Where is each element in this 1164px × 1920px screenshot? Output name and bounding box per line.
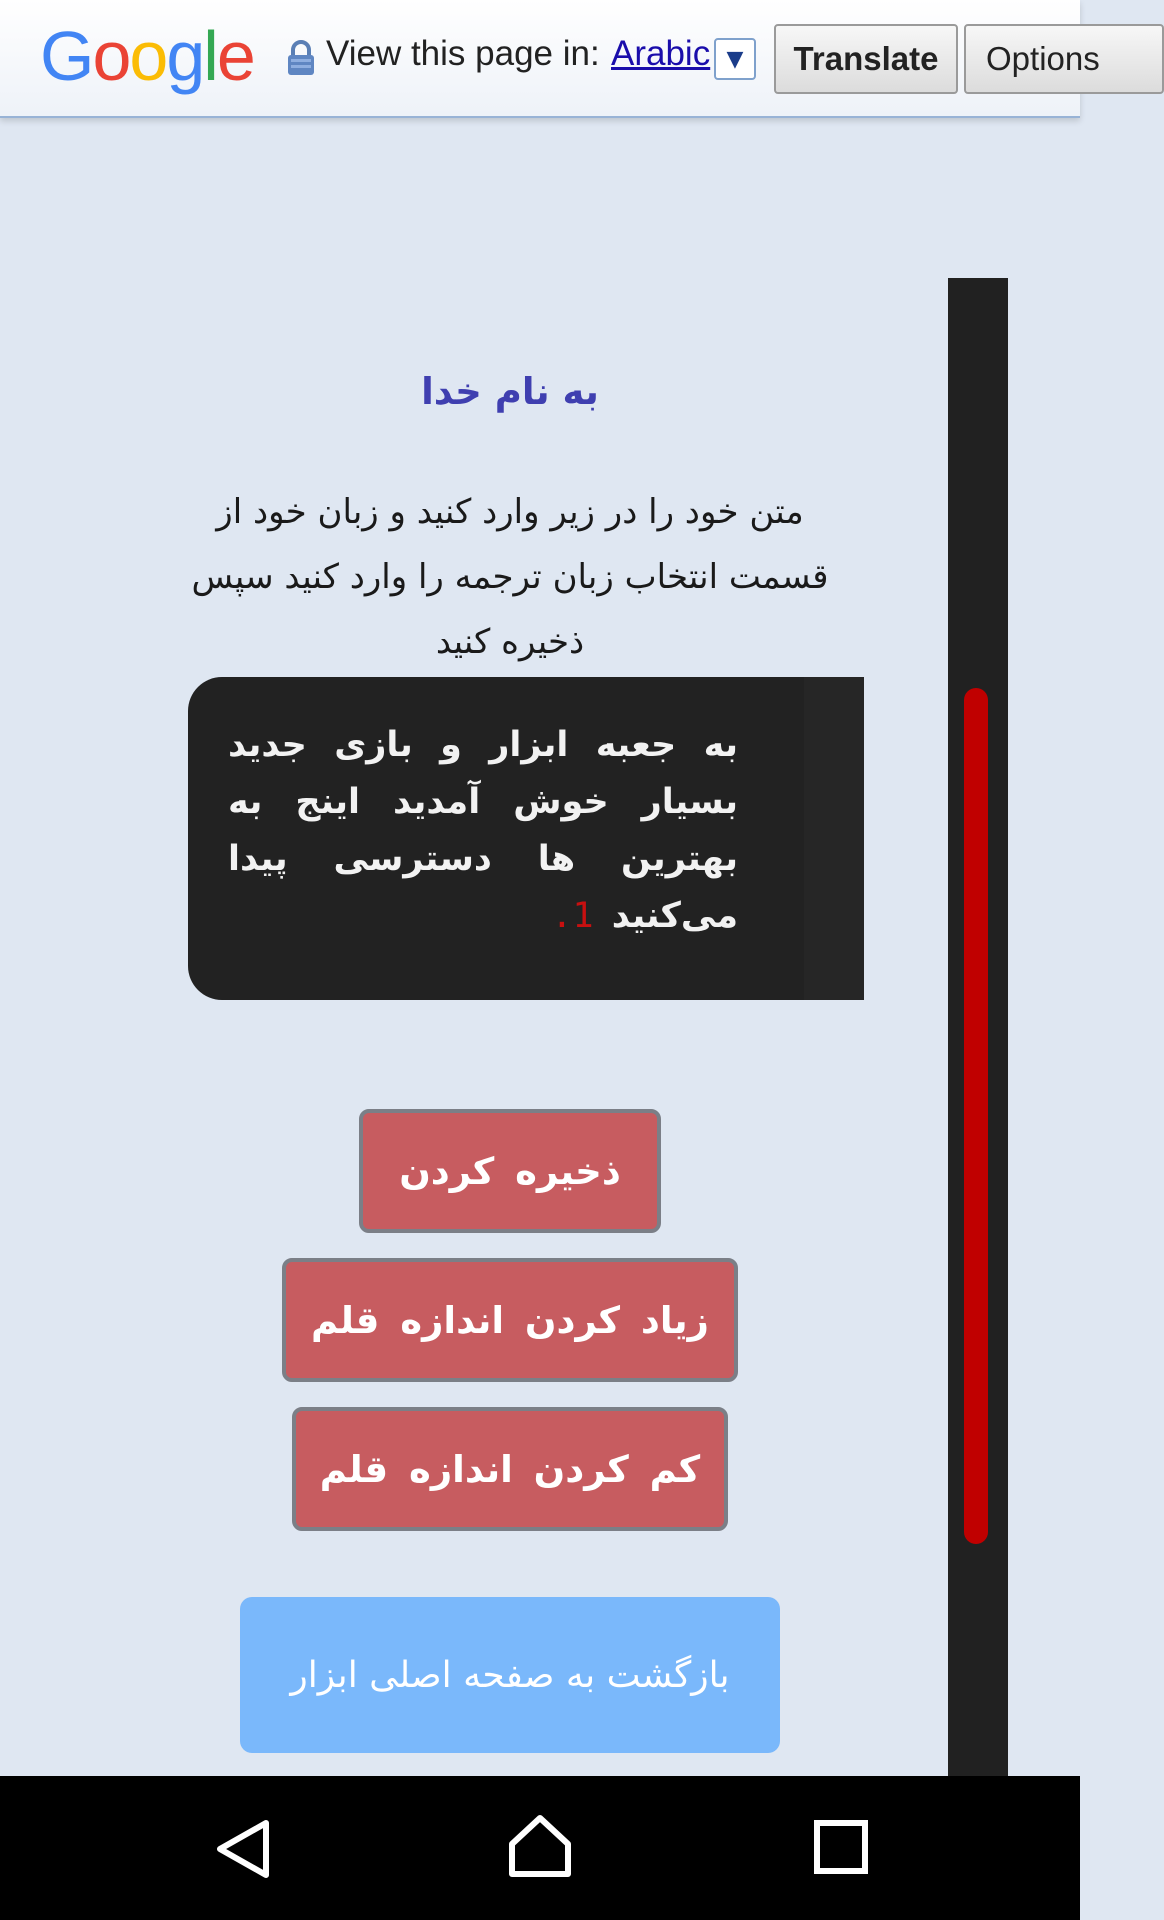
scroll-track[interactable]: [948, 278, 1008, 1776]
language-dropdown-icon[interactable]: ▼: [714, 38, 756, 80]
options-button[interactable]: Options: [964, 24, 1164, 94]
recents-nav-icon[interactable]: [814, 1820, 868, 1874]
editor-text: به جعبه ابزار و بازی جدید بسیار خوش آمدید اینج به بهترین ها دسترسی پیدا می‌کنید: [228, 725, 738, 936]
google-logo[interactable]: Google: [40, 17, 254, 95]
android-nav-bar: [0, 1776, 1080, 1920]
back-nav-icon[interactable]: [212, 1818, 274, 1880]
editor-content[interactable]: [228, 717, 738, 945]
lock-icon: [286, 40, 316, 76]
view-page-in-label: View this page in:: [326, 34, 600, 73]
editor-gutter: [804, 677, 864, 1000]
home-nav-icon[interactable]: [506, 1812, 574, 1880]
scroll-thumb[interactable]: [964, 688, 988, 1544]
increase-font-button[interactable]: زیاد کردن اندازه قلم: [282, 1258, 738, 1382]
translate-button[interactable]: Translate: [774, 24, 958, 94]
back-to-home-button[interactable]: بازگشت به صفحه اصلی ابزار: [240, 1597, 780, 1753]
language-link[interactable]: Arabic: [611, 34, 711, 73]
instructions-text: متن خود را در زیر وارد کنید و زبان خود از قسمت انتخاب زبان ترجمه را وارد کنید سپس ذخیره کنید: [191, 492, 829, 662]
text-editor[interactable]: [188, 677, 864, 1000]
page-heading: به نام خدا: [421, 370, 599, 413]
decrease-font-button[interactable]: کم کردن اندازه قلم: [292, 1407, 728, 1531]
google-translate-bar: [0, 0, 1100, 118]
save-button[interactable]: ذخیره کردن: [359, 1109, 661, 1233]
line-number: 1.: [551, 896, 594, 936]
